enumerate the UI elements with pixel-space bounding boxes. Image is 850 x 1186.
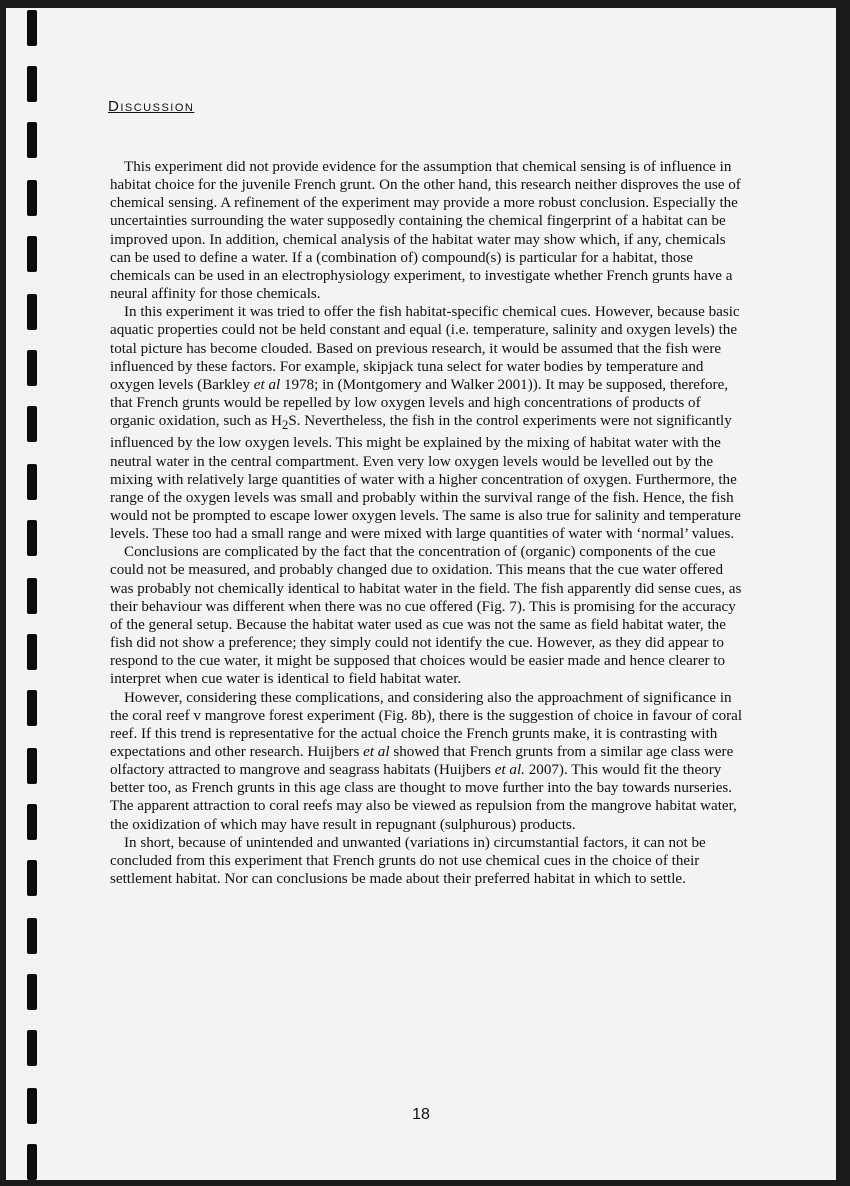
binding-hole	[27, 10, 37, 46]
binding-hole	[27, 406, 37, 442]
text-run: S. Nevertheless, the fish in the control experiments were not significantly influenced by the low oxygen levels. This might be explained by the mixing of habitat water with the neutral water in the central compartment. Even very low oxygen levels would be levelled out by the mixing with relatively large quantities of water with a higher concentration of oxygen. Furthermore, the range of the oxygen levels was small and probably within the survival range of the fish. Hence, the fish would not be prompted to escape lower oxygen levels. The same is also true for salinity and temperature levels. These too had a small range and were mixed with large quantities of water with ‘normal’ values.	[110, 413, 741, 543]
text-run: This experiment did not provide evidence for the assumption that chemical sensing is of influence in habitat choice for the juvenile French grunt. On the other hand, this research neither disproves the use of chemical sensing. A refinement of the experiment may provide a more robust conclusion. Especially the uncertainties surrounding the water supposedly containing the chemical fingerprint of a habitat can be improved upon. In addition, chemical analysis of the habitat water may show which, if any, chemicals can be used to define a water. If a (combination of) compound(s) is particular for a habitat, those chemicals can be used in an electrophysiology experiment, to investigate whether French grunts have a neural affinity for those chemicals.	[110, 159, 741, 303]
binding-hole	[27, 520, 37, 556]
discussion-body	[110, 158, 744, 888]
paragraph	[110, 834, 744, 888]
binding-hole	[27, 578, 37, 614]
text-run: 2007). This would fit the theory better too, as French grunts in this age class are thought to move further into the bay towards nurseries. The apparent attraction to coral reefs may also be viewed as repulsion from the mangrove habitat water, the oxidization of which may have result in repugnant (sulphurous) products.	[110, 762, 737, 833]
binding-hole	[27, 974, 37, 1010]
italic-text: et al	[363, 744, 390, 761]
binding-hole	[27, 918, 37, 954]
text-run: In short, because of unintended and unwanted (variations in) circumstantial factors, it can not be concluded from this experiment that French grunts do not use chemical cues in the choice of their settlement habitat. Nor can conclusions be made about their preferred habitat in which to settle.	[110, 834, 706, 888]
section-heading: Discussion	[108, 98, 195, 115]
binding-hole	[27, 634, 37, 670]
binding-hole	[27, 66, 37, 102]
page-number: 18	[412, 1106, 430, 1123]
binding-hole	[27, 860, 37, 896]
binding-hole	[27, 748, 37, 784]
binding-hole	[27, 122, 37, 158]
binding-hole	[27, 1030, 37, 1066]
paragraph	[110, 689, 744, 834]
italic-text: et al	[253, 376, 281, 393]
text-run: Conclusions are complicated by the fact that the concentration of (organic) components of the cue could not be measured, and probably changed due to oxidation. This means that the cue water offered was probably not chemically identical to habitat water in the field. The fish apparently did sense cues, as their behaviour was different when there was no cue offered (Fig. 7). This is promising for the accuracy of the general setup. Because the habitat water used as cue was not the same as field habitat water, the fish did not show a preference; they simply could not identify the cue. However, as they did appear to respond to the cue water, it might be supposed that choices would be easier made and hence clearer to interpret when cue water is identical to field habitat water.	[110, 544, 742, 688]
text-run: 1978; in (Montgomery and Walker 2001)). It may be supposed, therefore, that French grunts would be repelled by low oxygen levels and high concentrations of products of organic oxidation, such as H	[110, 376, 729, 430]
binding-hole	[27, 1144, 37, 1180]
paragraph	[110, 303, 744, 543]
paragraph	[110, 543, 744, 688]
binding-hole	[27, 350, 37, 386]
binding-hole	[27, 690, 37, 726]
text-run: showed that French grunts from a similar age class were olfactory attracted to mangrove and seagrass habitats (Huijbers	[110, 744, 734, 779]
italic-text: et al.	[494, 762, 525, 779]
binding-hole	[27, 294, 37, 330]
binding-holes	[6, 8, 46, 1180]
document-page	[6, 8, 836, 1180]
paragraph	[110, 158, 744, 303]
binding-hole	[27, 464, 37, 500]
subscript: 2	[282, 418, 289, 433]
binding-hole	[27, 180, 37, 216]
binding-hole	[27, 236, 37, 272]
text-run: In this experiment it was tried to offer the fish habitat-specific chemical cues. However, because basic aquatic properties could not be held constant and equal (i.e. temperature, salinity and oxygen levels) the total picture has become clouded. Based on previous research, it would be assumed that the fish were influenced by these factors. For example, skipjack tuna select for water bodies by temperature and oxygen levels (Barkley	[110, 304, 740, 393]
binding-hole	[27, 804, 37, 840]
text-run: However, considering these complications, and considering also the approachment of significance in the coral reef v mangrove forest experiment (Fig. 8b), there is the suggestion of choice in favour of coral reef. If this trend is representative for the actual choice the French grunts make, it is contrasting with expectations and other research. Huijbers	[110, 689, 743, 761]
